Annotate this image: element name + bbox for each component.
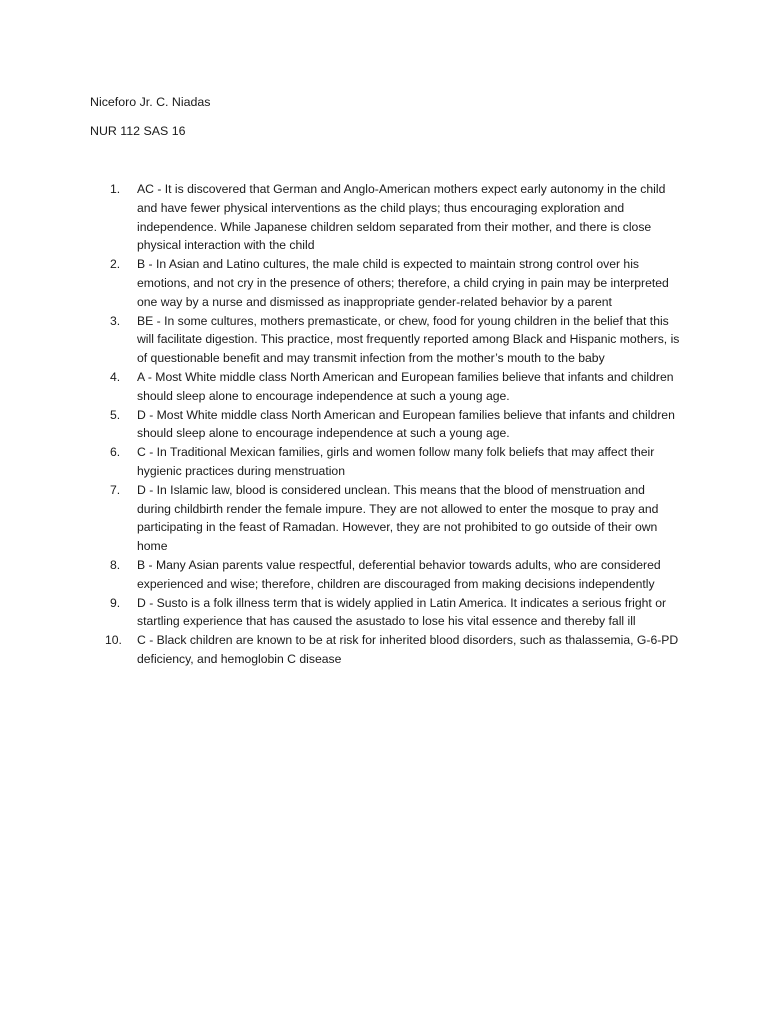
answer-text: BE - In some cultures, mothers premasticate, or chew, food for young children in the belief that this will facilitate digestion. This practice, most frequently reported among Black and Hispanic mothers, is of questionable benefit and may transmit infection from the mother’s mouth to the baby	[137, 313, 680, 366]
answer-item-7	[90, 481, 680, 556]
answer-text: D - Most White middle class North American and European families believe that infants and children should sleep alone to encourage independence at such a young age.	[137, 407, 675, 441]
answer-item-6	[90, 443, 680, 481]
answer-text: D - In Islamic law, blood is considered unclean. This means that the blood of menstruation and during childbirth render the female impure. They are not allowed to enter the mosque to pray and participating in the feast of Ramadan. However, they are not prohibited to go outside of their own home	[137, 482, 659, 554]
course-code: NUR 112 SAS 16	[90, 124, 186, 138]
answer-text: B - In Asian and Latino cultures, the male child is expected to maintain strong control over his emotions, and not cry in the presence of others; therefore, a child crying in pain may be interpreted one way by a nurse and dismissed as inappropriate gender-related behavior by a parent	[137, 257, 669, 309]
answer-text: A - Most White middle class North American and European families believe that infants and children should sleep alone to encourage independence at such a young age.	[137, 369, 674, 403]
answer-item-5	[90, 406, 680, 444]
answer-item-8	[90, 556, 680, 594]
answer-number: 6.	[110, 445, 121, 460]
answer-item-1	[90, 180, 680, 255]
answer-number: 3.	[110, 313, 121, 328]
answer-text: AC - It is discovered that German and Anglo-American mothers expect early autonomy in the child and have fewer physical interventions as the child plays; thus encouraging exploration and independence. While Japanese children seldom separated from their mother, and there is close physical interaction with the child	[137, 182, 666, 253]
answer-text: D - Susto is a folk illness term that is widely applied in Latin America. It indicates a serious fright or startling experience that has caused the asustado to lose his vital essence and thereby fall ill	[137, 595, 667, 629]
answer-item-9	[90, 594, 680, 632]
answer-text: C - In Traditional Mexican families, girls and women follow many folk beliefs that may affect their hygienic practices during menstruation	[137, 445, 655, 478]
answer-number: 1.	[110, 182, 121, 196]
answer-item-2	[90, 255, 680, 311]
answer-text: B - Many Asian parents value respectful, deferential behavior towards adults, who are considered experienced and wise; therefore, children are discouraged from making decisions independently	[137, 557, 661, 591]
answer-number: 2.	[110, 257, 121, 272]
answer-item-4	[90, 368, 680, 406]
answer-item-3	[90, 312, 680, 368]
answer-number: 9.	[110, 595, 121, 610]
answer-number: 4.	[110, 369, 121, 384]
answer-text: C - Black children are known to be at risk for inherited blood disorders, such as thalassemia, G-6-PD deficiency, and hemoglobin C disease	[137, 633, 679, 666]
answer-list	[90, 180, 680, 669]
author-name: Niceforo Jr. C. Niadas	[90, 95, 211, 109]
answer-number: 7.	[110, 482, 121, 497]
answer-number: 8.	[110, 557, 121, 572]
answer-item-10	[90, 631, 680, 669]
answer-number: 10.	[105, 633, 122, 648]
answer-number: 5.	[110, 407, 121, 422]
